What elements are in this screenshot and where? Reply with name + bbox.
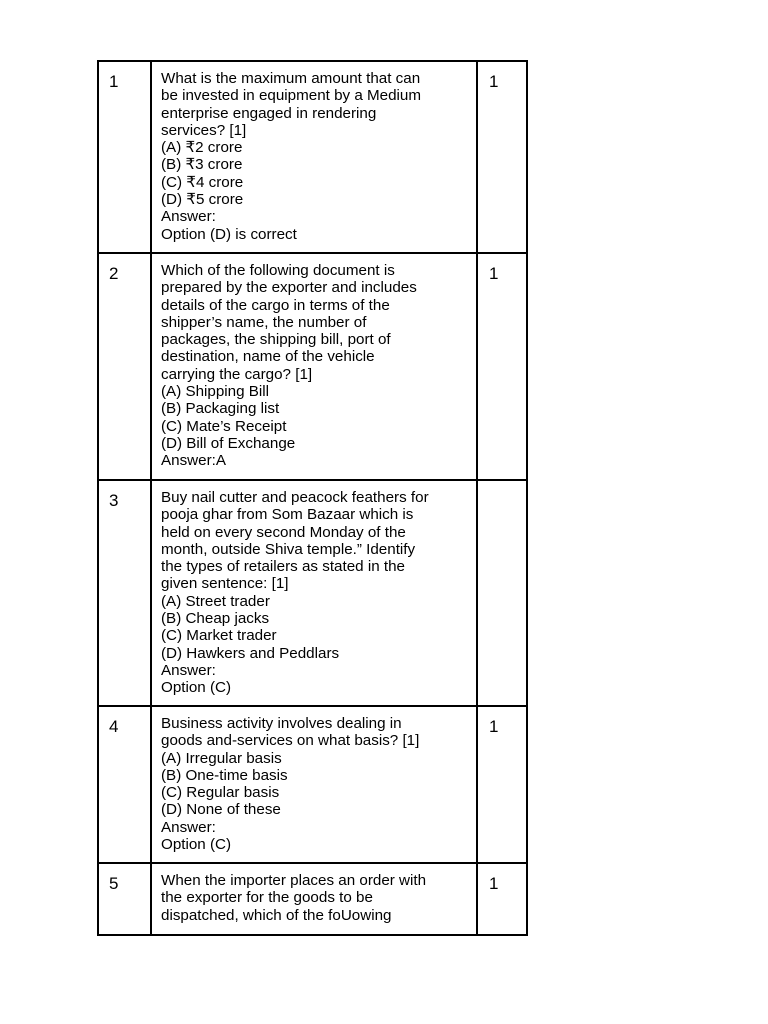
answer-label: Answer:	[161, 818, 216, 836]
answer-value: Option (C)	[161, 679, 232, 697]
question-line: the exporter for the goods to be	[161, 889, 373, 907]
question-line: carrying the cargo? [1]	[161, 365, 313, 383]
question-text	[152, 864, 476, 924]
question-line: goods and-services on what basis? [1]	[161, 732, 420, 750]
answer-value: Option (C)	[161, 836, 232, 854]
option-line: (A) ₹2 crore	[161, 139, 243, 157]
marks-value: 1	[489, 874, 499, 893]
question-line: Which of the following document is	[161, 262, 395, 279]
marks-value: 1	[489, 264, 499, 283]
marks-cell	[477, 253, 527, 480]
question-number: 1	[109, 72, 119, 91]
question-number-cell	[98, 253, 151, 480]
option-line: (B) One-time basis	[161, 766, 288, 784]
question-line: given sentence: [1]	[161, 575, 289, 593]
question-text-cell	[151, 253, 477, 480]
question-number-cell	[98, 480, 151, 706]
question-line: What is the maximum amount that can	[161, 70, 421, 87]
question-line: Buy nail cutter and peacock feathers for	[161, 489, 429, 506]
marks-value: 1	[489, 717, 499, 736]
question-line: be invested in equipment by a Medium	[161, 87, 422, 105]
option-line: (A) Shipping Bill	[161, 383, 270, 401]
question-number-cell	[98, 863, 151, 935]
question-line: prepared by the exporter and includes	[161, 279, 417, 297]
option-line: (C) Regular basis	[161, 784, 280, 802]
table-row	[98, 706, 527, 863]
question-number-cell	[98, 706, 151, 863]
marks-cell	[477, 706, 527, 863]
question-number: 4	[109, 717, 119, 736]
question-text	[152, 62, 476, 243]
question-text-cell	[151, 480, 477, 706]
question-line: month, outside Shiva temple.” Identify	[161, 540, 416, 558]
question-number-cell	[98, 61, 151, 253]
answer-value: Answer:A	[161, 452, 226, 470]
option-line: (D) None of these	[161, 801, 281, 819]
option-line: (A) Irregular basis	[161, 749, 282, 767]
question-text	[152, 707, 476, 853]
option-line: (D) Hawkers and Peddlars	[161, 644, 340, 662]
question-line: details of the cargo in terms of the	[161, 296, 390, 314]
question-text-cell	[151, 863, 477, 935]
marks-cell	[477, 863, 527, 935]
table-row	[98, 61, 527, 253]
option-line: (A) Street trader	[161, 592, 270, 610]
option-line: (C) Market trader	[161, 627, 277, 645]
question-line: services? [1]	[161, 121, 247, 139]
answer-label: Answer:	[161, 208, 216, 226]
question-text	[152, 254, 476, 470]
option-line: (D) Bill of Exchange	[161, 434, 296, 452]
question-line: shipper’s name, the number of	[161, 313, 367, 331]
question-line: Business activity involves dealing in	[161, 715, 402, 732]
question-text-cell	[151, 61, 477, 253]
answer-value: Option (D) is correct	[161, 225, 297, 243]
question-text-cell	[151, 706, 477, 863]
option-line: (C) ₹4 crore	[161, 173, 244, 191]
table-row	[98, 863, 527, 935]
question-line: the types of retailers as stated in the	[161, 558, 405, 576]
option-line: (D) ₹5 crore	[161, 191, 244, 209]
question-line: When the importer places an order with	[161, 872, 427, 889]
question-line: dispatched, which of the foUowing	[161, 906, 392, 924]
option-line: (B) Packaging list	[161, 400, 280, 418]
question-line: held on every second Monday of the	[161, 523, 406, 541]
answer-label: Answer:	[161, 661, 216, 679]
question-text	[152, 481, 476, 697]
table-row	[98, 253, 527, 480]
question-line: packages, the shipping bill, port of	[161, 331, 391, 349]
question-number: 3	[109, 491, 119, 510]
question-number: 2	[109, 264, 119, 283]
option-line: (C) Mate’s Receipt	[161, 417, 287, 435]
question-line: enterprise engaged in rendering	[161, 104, 377, 122]
question-table	[97, 60, 528, 936]
marks-value: 1	[489, 72, 499, 91]
question-line: destination, name of the vehicle	[161, 348, 375, 366]
option-line: (B) Cheap jacks	[161, 610, 270, 628]
marks-cell	[477, 61, 527, 253]
question-number: 5	[109, 874, 119, 893]
option-line: (B) ₹3 crore	[161, 156, 243, 174]
question-line: pooja ghar from Som Bazaar which is	[161, 506, 414, 524]
marks-cell	[477, 480, 527, 706]
marks-value	[478, 481, 526, 491]
table-row	[98, 480, 527, 706]
